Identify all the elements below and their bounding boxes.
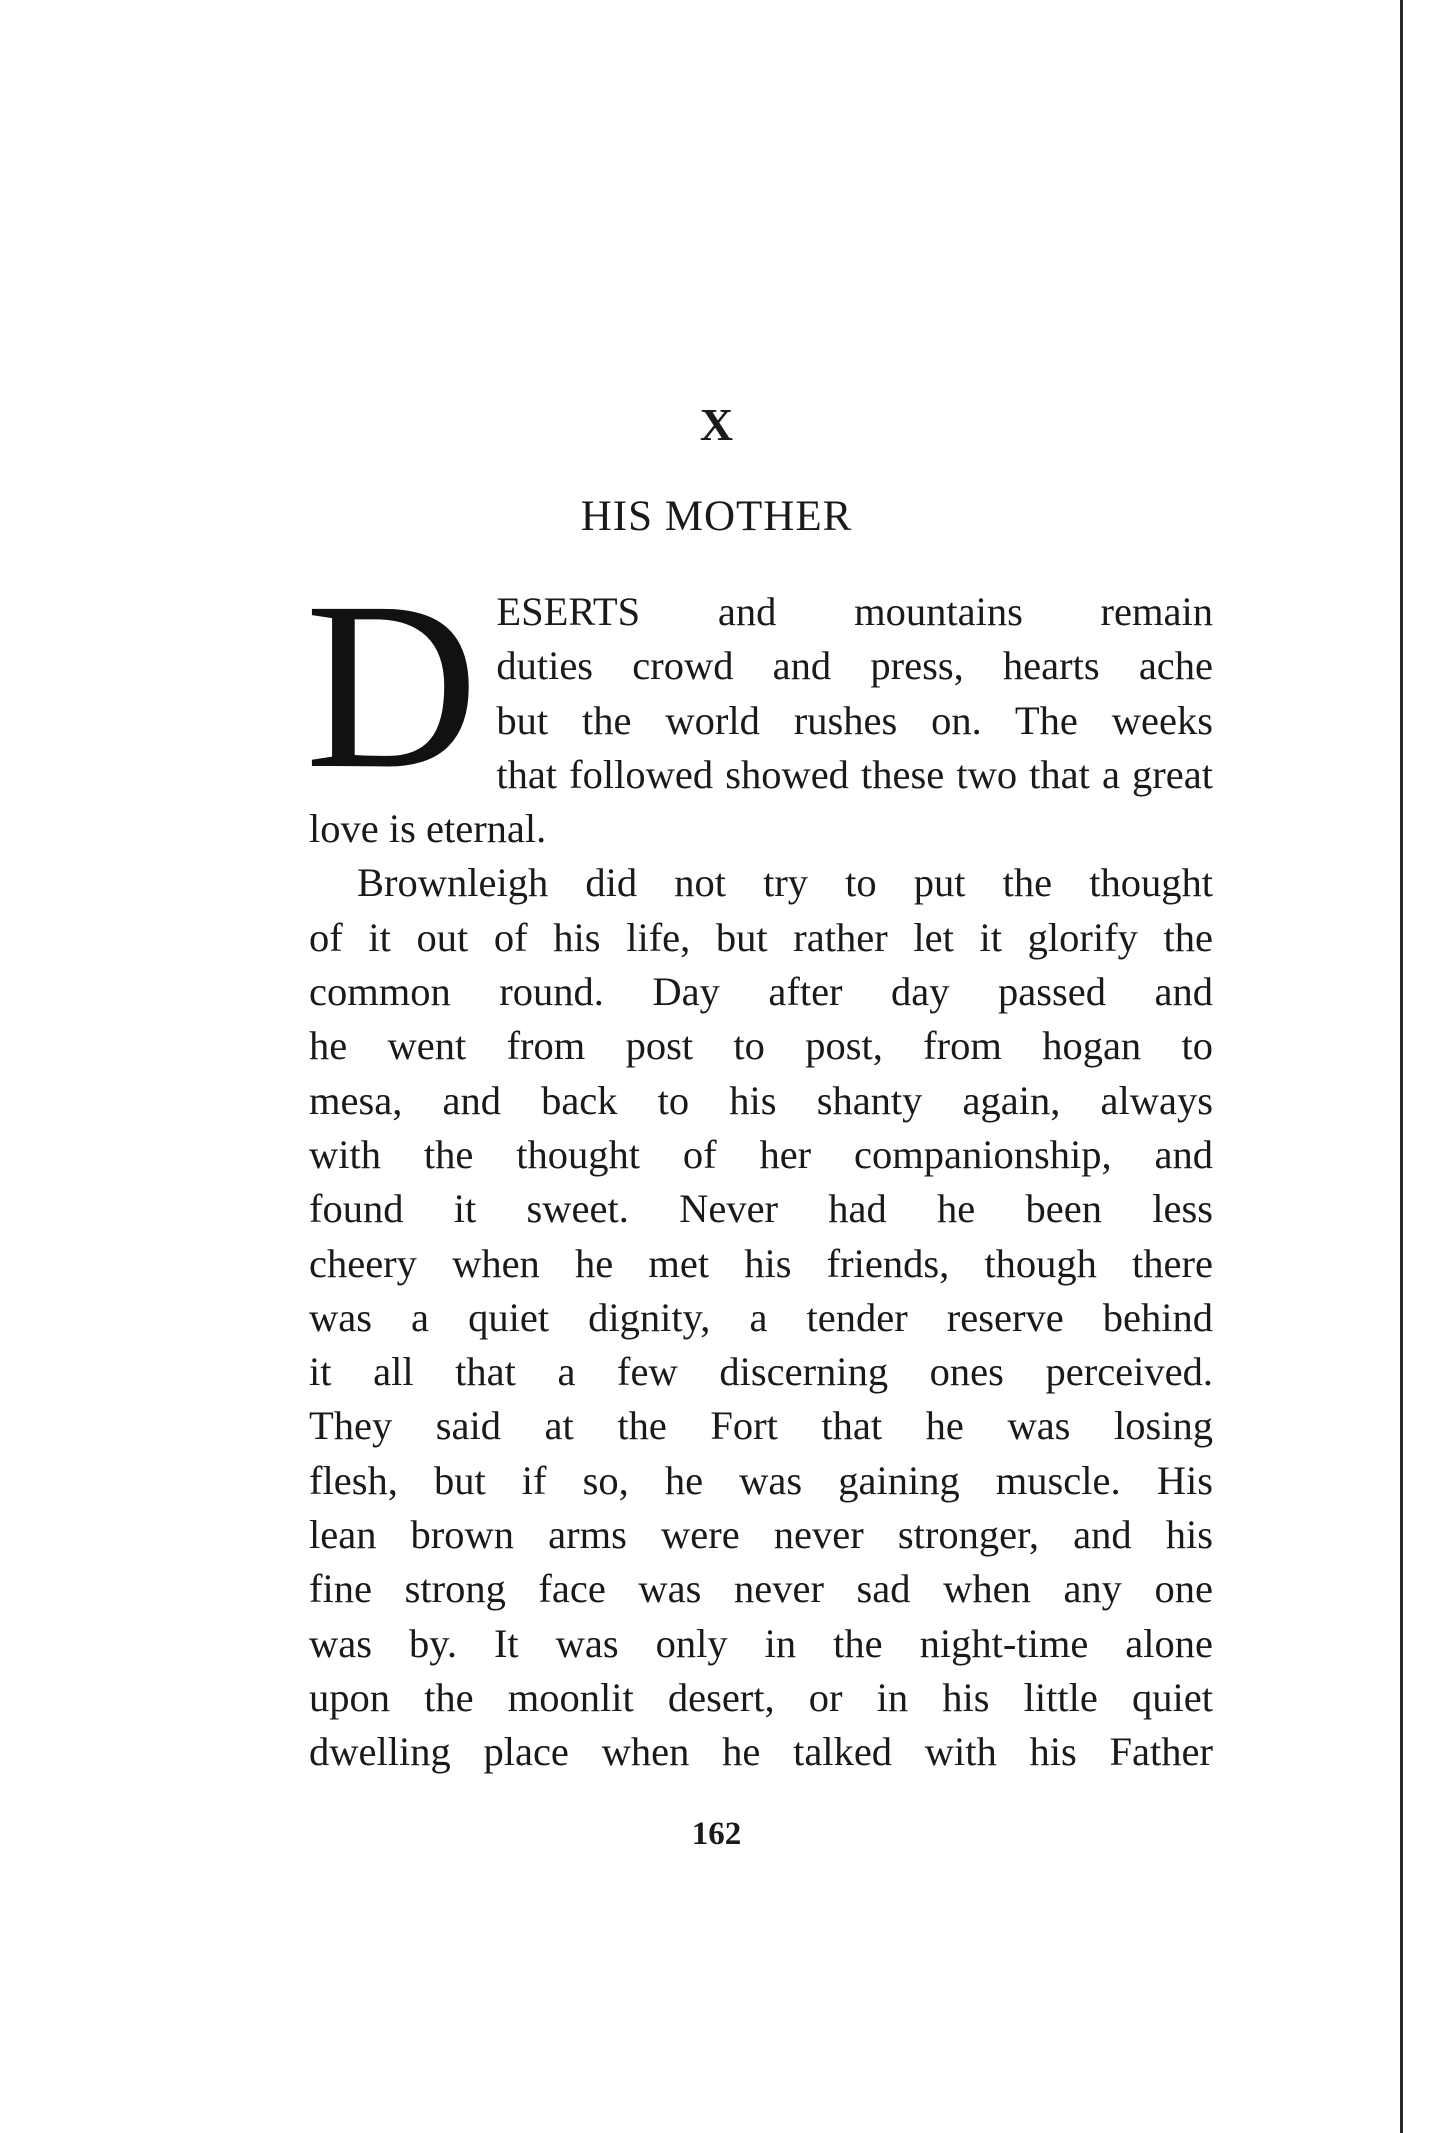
drop-cap: D: [305, 552, 479, 818]
text-line: mesa, and back to his shanty again, always: [309, 1077, 1213, 1123]
text-line: found it sweet. Never had he been less: [309, 1186, 1213, 1232]
text-line: cheery when he met his friends, though there: [309, 1240, 1213, 1286]
page-number: 162: [691, 1816, 742, 1852]
text-line: of it out of his life, but rather let it glorify the: [309, 914, 1213, 960]
text-line: was a quiet dignity, a tender reserve behind: [309, 1294, 1213, 1340]
text-line: but the world rushes on. The weeks: [496, 697, 1213, 743]
text-line: flesh, but if so, he was gaining muscle. His: [309, 1457, 1213, 1503]
chapter-number: X: [699, 399, 734, 450]
text-line: lean brown arms were never stronger, and his: [309, 1512, 1213, 1558]
text-line: common round. Day after day passed and: [309, 969, 1213, 1015]
text-line: love is eternal.: [309, 806, 547, 852]
text-line: it all that a few discerning ones perceived.: [309, 1349, 1213, 1395]
text-line: that followed showed these two that a great: [496, 751, 1213, 797]
text-line: was by. It was only in the night-time alone: [309, 1620, 1213, 1666]
text-line: with the thought of her companionship, and: [309, 1131, 1213, 1177]
chapter-title: HIS MOTHER: [580, 493, 853, 540]
text-line: They said at the Fort that he was losing: [309, 1403, 1213, 1449]
body-text: [305, 552, 1213, 1780]
text-line: upon the moonlit desert, or in his little quiet: [309, 1674, 1213, 1720]
text-line: duties crowd and press, hearts ache: [496, 643, 1213, 689]
text-line: he went from post to post, from hogan to: [309, 1023, 1213, 1069]
page-edge-line: [1400, 0, 1403, 2133]
text-line: Brownleigh did not try to put the thought: [357, 860, 1213, 906]
text-line: dwelling place when he talked with his Father: [309, 1729, 1213, 1775]
second-paragraph: [309, 856, 1213, 1779]
opening-paragraph: [305, 552, 1213, 856]
text-line: fine strong face was never sad when any one: [309, 1566, 1213, 1612]
text-line: ESERTS and mountains remain: [496, 589, 1213, 634]
